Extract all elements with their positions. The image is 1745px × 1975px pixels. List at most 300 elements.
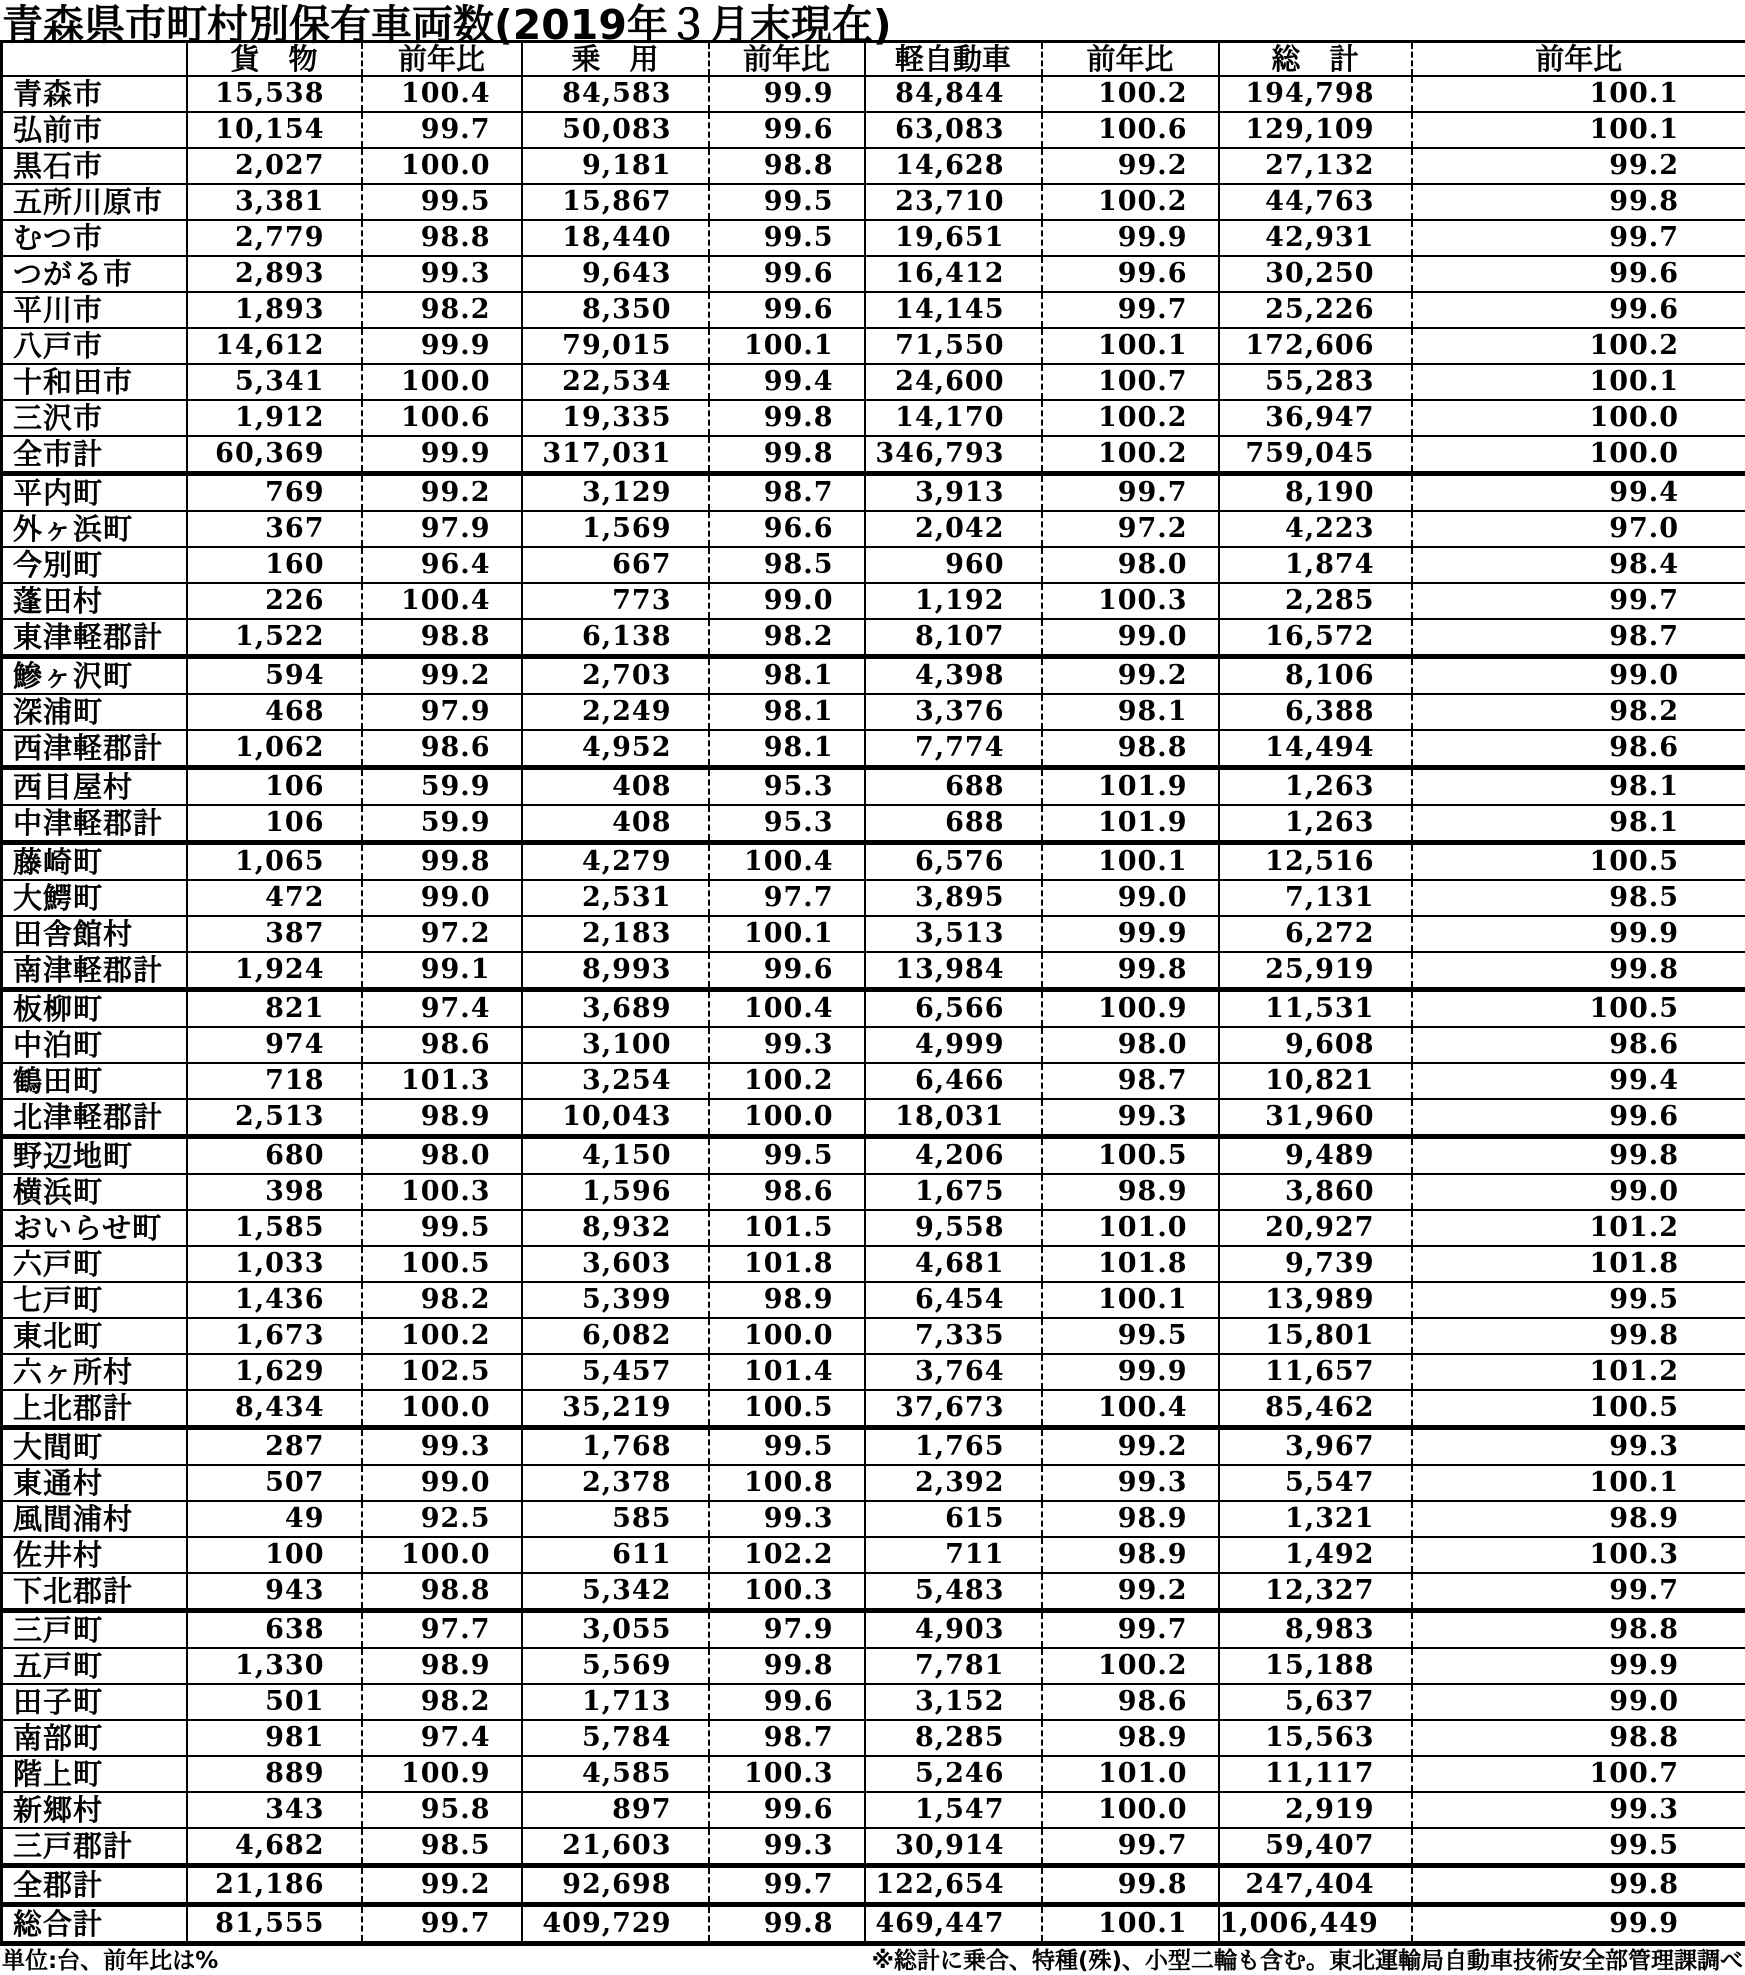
- value-cell: 97.9: [362, 511, 522, 547]
- value-cell: 99.3: [709, 1027, 865, 1063]
- value-cell: 101.8: [709, 1246, 865, 1282]
- value-cell: 99.5: [709, 220, 865, 256]
- row-label: 東通村: [2, 1465, 187, 1501]
- value-cell: 15,563: [1219, 1720, 1412, 1756]
- value-cell: 1,006,449: [1219, 1905, 1412, 1944]
- table-row: [2, 1318, 1745, 1354]
- value-cell: 101.5: [709, 1210, 865, 1246]
- value-cell: 8,107: [865, 619, 1042, 657]
- value-cell: 889: [187, 1756, 362, 1792]
- value-cell: 99.9: [362, 328, 522, 364]
- value-cell: 99.8: [362, 843, 522, 881]
- table-row: [2, 511, 1745, 547]
- value-cell: 98.1: [709, 730, 865, 768]
- value-cell: 100.3: [1042, 583, 1219, 619]
- value-cell: 99.2: [362, 1866, 522, 1905]
- value-cell: 97.2: [1042, 511, 1219, 547]
- row-label: 三戸町: [2, 1611, 187, 1649]
- table-row: [2, 400, 1745, 436]
- row-label: 全市計: [2, 436, 187, 474]
- value-cell: 99.2: [1042, 1573, 1219, 1611]
- value-cell: 97.2: [362, 916, 522, 952]
- value-cell: 101.2: [1412, 1210, 1745, 1246]
- row-label: 横浜町: [2, 1174, 187, 1210]
- value-cell: 100.7: [1042, 364, 1219, 400]
- row-label: 西目屋村: [2, 768, 187, 806]
- value-cell: 1,263: [1219, 805, 1412, 843]
- table-row: [2, 657, 1745, 695]
- value-cell: 100.1: [709, 916, 865, 952]
- value-cell: 100.5: [1412, 990, 1745, 1028]
- value-cell: 25,226: [1219, 292, 1412, 328]
- value-cell: 1,321: [1219, 1501, 1412, 1537]
- value-cell: 97.4: [362, 1720, 522, 1756]
- value-cell: 44,763: [1219, 184, 1412, 220]
- table-row: [2, 990, 1745, 1028]
- value-cell: 408: [522, 768, 709, 806]
- table-row: [2, 619, 1745, 657]
- value-cell: 98.9: [362, 1099, 522, 1137]
- value-cell: 97.0: [1412, 511, 1745, 547]
- value-cell: 5,399: [522, 1282, 709, 1318]
- value-cell: 2,513: [187, 1099, 362, 1137]
- value-cell: 9,608: [1219, 1027, 1412, 1063]
- value-cell: 100.0: [1412, 436, 1745, 474]
- value-cell: 18,031: [865, 1099, 1042, 1137]
- row-label: 階上町: [2, 1756, 187, 1792]
- row-label: 南津軽郡計: [2, 952, 187, 990]
- table-row: [2, 1720, 1745, 1756]
- value-cell: 27,132: [1219, 148, 1412, 184]
- source-note: ※総計に乗合、特種(殊)、小型二輪も含む。東北運輸局自動車技術安全部管理課調べ: [871, 1948, 1743, 1974]
- value-cell: 99.8: [709, 400, 865, 436]
- value-cell: 408: [522, 805, 709, 843]
- value-cell: 100.2: [1412, 328, 1745, 364]
- value-cell: 960: [865, 547, 1042, 583]
- value-cell: 129,109: [1219, 112, 1412, 148]
- value-cell: 14,612: [187, 328, 362, 364]
- row-label: 外ヶ浜町: [2, 511, 187, 547]
- table-row: [2, 1428, 1745, 1466]
- value-cell: 15,538: [187, 76, 362, 112]
- value-cell: 5,342: [522, 1573, 709, 1611]
- table-row: [2, 148, 1745, 184]
- row-label: 鰺ヶ沢町: [2, 657, 187, 695]
- value-cell: 100.4: [1042, 1390, 1219, 1428]
- value-cell: 1,765: [865, 1428, 1042, 1466]
- value-cell: 688: [865, 805, 1042, 843]
- value-cell: 98.7: [709, 474, 865, 512]
- value-cell: 2,703: [522, 657, 709, 695]
- row-label: 上北郡計: [2, 1390, 187, 1428]
- row-label: 総合計: [2, 1905, 187, 1944]
- value-cell: 100.0: [362, 364, 522, 400]
- value-cell: 96.6: [709, 511, 865, 547]
- value-cell: 99.0: [362, 880, 522, 916]
- value-cell: 3,055: [522, 1611, 709, 1649]
- value-cell: 98.5: [709, 547, 865, 583]
- row-label: おいらせ町: [2, 1210, 187, 1246]
- value-cell: 1,924: [187, 952, 362, 990]
- value-cell: 100.2: [362, 1318, 522, 1354]
- value-cell: 507: [187, 1465, 362, 1501]
- row-label: 五戸町: [2, 1648, 187, 1684]
- column-header: 軽自動車: [865, 42, 1042, 77]
- value-cell: 85,462: [1219, 1390, 1412, 1428]
- value-cell: 14,145: [865, 292, 1042, 328]
- table-row: [2, 1828, 1745, 1866]
- value-cell: 99.0: [362, 1465, 522, 1501]
- value-cell: 99.8: [1042, 1866, 1219, 1905]
- value-cell: 99.7: [1042, 292, 1219, 328]
- value-cell: 98.5: [362, 1828, 522, 1866]
- value-cell: 4,681: [865, 1246, 1042, 1282]
- table-row: [2, 547, 1745, 583]
- value-cell: 1,547: [865, 1792, 1042, 1828]
- value-cell: 97.4: [362, 990, 522, 1028]
- value-cell: 7,781: [865, 1648, 1042, 1684]
- value-cell: 100.3: [709, 1573, 865, 1611]
- value-cell: 1,436: [187, 1282, 362, 1318]
- table-row: [2, 1905, 1745, 1944]
- value-cell: 100.6: [1042, 112, 1219, 148]
- value-cell: 84,583: [522, 76, 709, 112]
- value-cell: 8,993: [522, 952, 709, 990]
- value-cell: 100.4: [362, 583, 522, 619]
- value-cell: 98.8: [1412, 1611, 1745, 1649]
- value-cell: 21,186: [187, 1866, 362, 1905]
- value-cell: 501: [187, 1684, 362, 1720]
- value-cell: 24,600: [865, 364, 1042, 400]
- value-cell: 247,404: [1219, 1866, 1412, 1905]
- value-cell: 99.8: [1412, 184, 1745, 220]
- table-row: [2, 436, 1745, 474]
- value-cell: 2,919: [1219, 1792, 1412, 1828]
- value-cell: 98.8: [362, 1573, 522, 1611]
- value-cell: 99.2: [1042, 148, 1219, 184]
- value-cell: 98.2: [362, 292, 522, 328]
- value-cell: 99.7: [362, 1905, 522, 1944]
- value-cell: 99.5: [709, 1137, 865, 1175]
- value-cell: 49: [187, 1501, 362, 1537]
- value-cell: 100.7: [1412, 1756, 1745, 1792]
- value-cell: 2,027: [187, 148, 362, 184]
- table-row: [2, 1137, 1745, 1175]
- value-cell: 3,603: [522, 1246, 709, 1282]
- value-cell: 15,801: [1219, 1318, 1412, 1354]
- value-cell: 5,569: [522, 1648, 709, 1684]
- value-cell: 99.0: [1042, 619, 1219, 657]
- value-cell: 99.0: [1412, 657, 1745, 695]
- value-cell: 99.6: [709, 292, 865, 328]
- value-cell: 1,673: [187, 1318, 362, 1354]
- value-cell: 12,516: [1219, 843, 1412, 881]
- row-label: 五所川原市: [2, 184, 187, 220]
- footer: [2, 1942, 1743, 1975]
- value-cell: 9,181: [522, 148, 709, 184]
- value-cell: 287: [187, 1428, 362, 1466]
- value-cell: 100.3: [1412, 1537, 1745, 1573]
- table-row: [2, 1282, 1745, 1318]
- value-cell: 99.3: [1042, 1099, 1219, 1137]
- value-cell: 100.5: [362, 1246, 522, 1282]
- value-cell: 99.3: [709, 1501, 865, 1537]
- value-cell: 99.5: [1412, 1282, 1745, 1318]
- table-row: [2, 1354, 1745, 1390]
- row-label: 八戸市: [2, 328, 187, 364]
- value-cell: 102.5: [362, 1354, 522, 1390]
- value-cell: 99.9: [1412, 916, 1745, 952]
- value-cell: 98.9: [1412, 1501, 1745, 1537]
- row-label: 佐井村: [2, 1537, 187, 1573]
- value-cell: 59.9: [362, 768, 522, 806]
- value-cell: 8,190: [1219, 474, 1412, 512]
- value-cell: 98.8: [709, 148, 865, 184]
- value-cell: 98.8: [1412, 1720, 1745, 1756]
- value-cell: 98.2: [709, 619, 865, 657]
- value-cell: 8,983: [1219, 1611, 1412, 1649]
- value-cell: 25,919: [1219, 952, 1412, 990]
- value-cell: 95.8: [362, 1792, 522, 1828]
- row-label: 今別町: [2, 547, 187, 583]
- value-cell: 5,637: [1219, 1684, 1412, 1720]
- value-cell: 8,350: [522, 292, 709, 328]
- value-cell: 3,100: [522, 1027, 709, 1063]
- value-cell: 99.8: [1412, 952, 1745, 990]
- value-cell: 99.3: [362, 256, 522, 292]
- table-row: [2, 1648, 1745, 1684]
- value-cell: 943: [187, 1573, 362, 1611]
- value-cell: 2,285: [1219, 583, 1412, 619]
- value-cell: 100.4: [362, 76, 522, 112]
- value-cell: 10,043: [522, 1099, 709, 1137]
- value-cell: 6,138: [522, 619, 709, 657]
- value-cell: 194,798: [1219, 76, 1412, 112]
- value-cell: 100.2: [1042, 1648, 1219, 1684]
- table-row: [2, 1866, 1745, 1905]
- value-cell: 98.8: [1042, 730, 1219, 768]
- value-cell: 101.2: [1412, 1354, 1745, 1390]
- value-cell: 9,643: [522, 256, 709, 292]
- value-cell: 981: [187, 1720, 362, 1756]
- value-cell: 100.1: [709, 328, 865, 364]
- table-row: [2, 364, 1745, 400]
- value-cell: 7,131: [1219, 880, 1412, 916]
- table-row: [2, 1099, 1745, 1137]
- value-cell: 4,150: [522, 1137, 709, 1175]
- value-cell: 97.7: [709, 880, 865, 916]
- value-cell: 99.7: [1042, 474, 1219, 512]
- value-cell: 101.9: [1042, 768, 1219, 806]
- value-cell: 100.2: [1042, 184, 1219, 220]
- value-cell: 99.7: [362, 112, 522, 148]
- value-cell: 100.0: [1042, 1792, 1219, 1828]
- value-cell: 3,513: [865, 916, 1042, 952]
- value-cell: 10,821: [1219, 1063, 1412, 1099]
- value-cell: 99.6: [1412, 1099, 1745, 1137]
- value-cell: 100.1: [1412, 364, 1745, 400]
- value-cell: 6,388: [1219, 694, 1412, 730]
- row-label: 平内町: [2, 474, 187, 512]
- value-cell: 99.8: [709, 1905, 865, 1944]
- table-row: [2, 694, 1745, 730]
- value-cell: 98.5: [1412, 880, 1745, 916]
- value-cell: 97.9: [362, 694, 522, 730]
- value-cell: 99.6: [1412, 292, 1745, 328]
- row-label: 南部町: [2, 1720, 187, 1756]
- value-cell: 98.1: [1412, 805, 1745, 843]
- value-cell: 101.4: [709, 1354, 865, 1390]
- value-cell: 585: [522, 1501, 709, 1537]
- value-cell: 667: [522, 547, 709, 583]
- vehicle-ownership-table: [0, 40, 1745, 1946]
- value-cell: 1,522: [187, 619, 362, 657]
- value-cell: 98.6: [1412, 730, 1745, 768]
- value-cell: 3,967: [1219, 1428, 1412, 1466]
- value-cell: 4,206: [865, 1137, 1042, 1175]
- value-cell: 81,555: [187, 1905, 362, 1944]
- value-cell: 99.6: [709, 1792, 865, 1828]
- value-cell: 6,082: [522, 1318, 709, 1354]
- unit-note: 単位:台、前年比は%: [2, 1948, 219, 1974]
- value-cell: 97.9: [709, 1611, 865, 1649]
- value-cell: 773: [522, 583, 709, 619]
- value-cell: 6,454: [865, 1282, 1042, 1318]
- value-cell: 100.4: [709, 843, 865, 881]
- value-cell: 680: [187, 1137, 362, 1175]
- value-cell: 2,893: [187, 256, 362, 292]
- value-cell: 4,999: [865, 1027, 1042, 1063]
- value-cell: 4,585: [522, 1756, 709, 1792]
- value-cell: 98.9: [1042, 1720, 1219, 1756]
- value-cell: 99.9: [362, 436, 522, 474]
- value-cell: 100.0: [709, 1318, 865, 1354]
- value-cell: 100.1: [1042, 1905, 1219, 1944]
- value-cell: 98.2: [362, 1684, 522, 1720]
- value-cell: 7,774: [865, 730, 1042, 768]
- value-cell: 60,369: [187, 436, 362, 474]
- table-row: [2, 1756, 1745, 1792]
- value-cell: 100.0: [1412, 400, 1745, 436]
- row-label: 鶴田町: [2, 1063, 187, 1099]
- value-cell: 99.0: [709, 583, 865, 619]
- value-cell: 100.5: [1412, 843, 1745, 881]
- value-cell: 1,893: [187, 292, 362, 328]
- value-cell: 98.2: [362, 1282, 522, 1318]
- value-cell: 14,628: [865, 148, 1042, 184]
- value-cell: 101.9: [1042, 805, 1219, 843]
- value-cell: 99.7: [1412, 583, 1745, 619]
- value-cell: 3,689: [522, 990, 709, 1028]
- value-cell: 5,784: [522, 1720, 709, 1756]
- value-cell: 7,335: [865, 1318, 1042, 1354]
- value-cell: 99.5: [709, 1428, 865, 1466]
- value-cell: 1,492: [1219, 1537, 1412, 1573]
- value-cell: 99.6: [709, 952, 865, 990]
- value-cell: 409,729: [522, 1905, 709, 1944]
- table-row: [2, 292, 1745, 328]
- value-cell: 98.1: [1042, 694, 1219, 730]
- value-cell: 1,596: [522, 1174, 709, 1210]
- value-cell: 100.1: [1042, 328, 1219, 364]
- value-cell: 99.0: [1412, 1684, 1745, 1720]
- value-cell: 718: [187, 1063, 362, 1099]
- value-cell: 4,223: [1219, 511, 1412, 547]
- value-cell: 19,335: [522, 400, 709, 436]
- value-cell: 100.0: [362, 1390, 522, 1428]
- value-cell: 15,188: [1219, 1648, 1412, 1684]
- value-cell: 1,062: [187, 730, 362, 768]
- table-row: [2, 1210, 1745, 1246]
- value-cell: 98.2: [1412, 694, 1745, 730]
- value-cell: 1,065: [187, 843, 362, 881]
- value-cell: 99.5: [1042, 1318, 1219, 1354]
- value-cell: 122,654: [865, 1866, 1042, 1905]
- value-cell: 99.6: [709, 1684, 865, 1720]
- value-cell: 99.9: [1042, 1354, 1219, 1390]
- value-cell: 99.6: [1042, 256, 1219, 292]
- value-cell: 3,895: [865, 880, 1042, 916]
- value-cell: 99.6: [1412, 256, 1745, 292]
- value-cell: 8,434: [187, 1390, 362, 1428]
- value-cell: 98.6: [1042, 1684, 1219, 1720]
- value-cell: 99.3: [1412, 1792, 1745, 1828]
- value-cell: 59,407: [1219, 1828, 1412, 1866]
- row-label: 西津軽郡計: [2, 730, 187, 768]
- value-cell: 14,494: [1219, 730, 1412, 768]
- row-label: 弘前市: [2, 112, 187, 148]
- row-label: 黒石市: [2, 148, 187, 184]
- row-label: 藤崎町: [2, 843, 187, 881]
- value-cell: 8,932: [522, 1210, 709, 1246]
- table-row: [2, 1246, 1745, 1282]
- value-cell: 30,250: [1219, 256, 1412, 292]
- value-cell: 14,170: [865, 400, 1042, 436]
- column-header: 前年比: [362, 42, 522, 77]
- value-cell: 1,675: [865, 1174, 1042, 1210]
- table-row: [2, 1027, 1745, 1063]
- row-label: 七戸町: [2, 1282, 187, 1318]
- value-cell: 98.7: [1412, 619, 1745, 657]
- value-cell: 1,330: [187, 1648, 362, 1684]
- value-cell: 11,117: [1219, 1756, 1412, 1792]
- value-cell: 2,249: [522, 694, 709, 730]
- value-cell: 98.6: [709, 1174, 865, 1210]
- value-cell: 9,489: [1219, 1137, 1412, 1175]
- value-cell: 96.4: [362, 547, 522, 583]
- value-cell: 99.8: [1412, 1866, 1745, 1905]
- value-cell: 99.8: [1412, 1318, 1745, 1354]
- row-label: 六戸町: [2, 1246, 187, 1282]
- row-label: むつ市: [2, 220, 187, 256]
- value-cell: 98.6: [362, 1027, 522, 1063]
- value-cell: 343: [187, 1792, 362, 1828]
- value-cell: 99.2: [1042, 1428, 1219, 1466]
- table-row: [2, 730, 1745, 768]
- value-cell: 100.5: [709, 1390, 865, 1428]
- value-cell: 387: [187, 916, 362, 952]
- row-label: つがる市: [2, 256, 187, 292]
- table-row: [2, 76, 1745, 112]
- value-cell: 100.0: [362, 148, 522, 184]
- row-label: 大鰐町: [2, 880, 187, 916]
- value-cell: 99.0: [1042, 880, 1219, 916]
- value-cell: 5,483: [865, 1573, 1042, 1611]
- table-row: [2, 1537, 1745, 1573]
- value-cell: 3,913: [865, 474, 1042, 512]
- row-label: 風間浦村: [2, 1501, 187, 1537]
- table-row: [2, 1792, 1745, 1828]
